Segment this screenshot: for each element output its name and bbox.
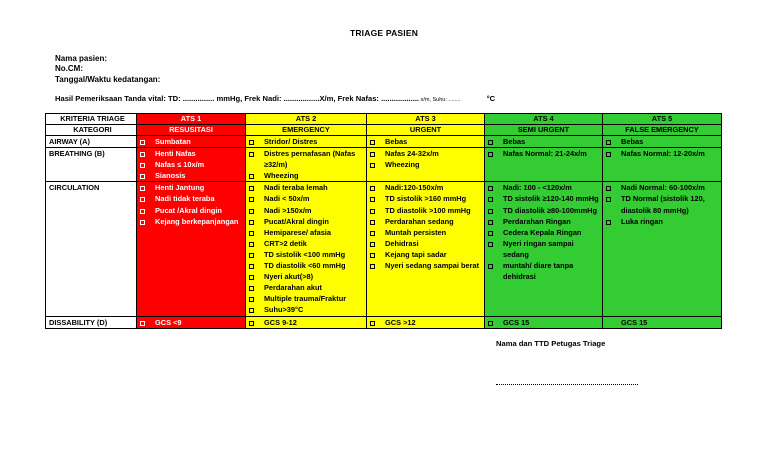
criteria-item: CRT>2 detik: [246, 238, 364, 249]
criteria-item: Nafas ≤ 10x/m: [137, 159, 243, 170]
header-ats2: ATS 2: [246, 114, 367, 125]
vital-signs-small-text: x/m, Suhu: ........: [419, 97, 461, 103]
criteria-list: [246, 148, 366, 181]
criteria-item: Sumbatan: [137, 136, 243, 147]
ats3-cell: [367, 136, 485, 148]
criteria-item: Nadi:120-150x/m: [367, 182, 482, 193]
category-semi-urgent: SEMI URGENT: [485, 125, 603, 136]
criteria-list: [603, 317, 721, 328]
criteria-list: [603, 182, 721, 226]
criteria-item: Kejang tapi sadar: [367, 249, 482, 260]
row-label: BREATHING (B): [46, 148, 137, 182]
criteria-item: TD diastolik >100 mmHg: [367, 205, 482, 216]
criteria-item: Nadi Normal: 60-100x/m: [603, 182, 719, 193]
criteria-item: Henti Nafas: [137, 148, 243, 159]
category-urgent: URGENT: [367, 125, 485, 136]
criteria-list: [485, 182, 602, 282]
criteria-list: [485, 148, 602, 159]
criteria-item: Multiple trauma/Fraktur: [246, 293, 364, 304]
vital-signs-text: Hasil Pemeriksaan Tanda vital: TD: ............... mmHg, Frek Nadi: .................X/m, Frek Nafas: ..................: [55, 94, 420, 103]
ats3-cell: [367, 182, 485, 316]
criteria-item: GCS 15: [485, 317, 600, 328]
header-row-ats: [46, 114, 722, 125]
criteria-item: Perdarahan sedang: [367, 216, 482, 227]
ats2-cell: [246, 182, 367, 316]
criteria-item: Pucat/Akral dingin: [246, 216, 364, 227]
criteria-list: [485, 136, 602, 147]
criteria-list: [603, 136, 721, 147]
table-row: [46, 182, 722, 316]
criteria-item: Nafas Normal: 12-20x/m: [603, 148, 719, 159]
table-row: [46, 148, 722, 182]
criteria-item: Nafas Normal: 21-24x/m: [485, 148, 600, 159]
patient-name-label: Nama pasien:: [55, 54, 108, 63]
celsius-unit: °C: [486, 94, 496, 103]
ats3-cell: [367, 316, 485, 328]
vital-signs-line: [55, 94, 495, 103]
ats5-cell: [603, 148, 722, 182]
criteria-item: Wheezing: [367, 159, 482, 170]
criteria-item: Stridor/ Distres: [246, 136, 364, 147]
criteria-item: Muntah persisten: [367, 227, 482, 238]
header-ats5: ATS 5: [603, 114, 722, 125]
criteria-item: Suhu>39°C: [246, 304, 364, 315]
ats1-cell: [137, 316, 246, 328]
criteria-list: [246, 182, 366, 315]
ats1-cell: [137, 148, 246, 182]
ats4-cell: [485, 316, 603, 328]
arrival-time-label: Tanggal/Waktu kedatangan:: [55, 75, 161, 84]
table-row: [46, 316, 722, 328]
criteria-list: [485, 317, 602, 328]
criteria-item: Pucat /Akral dingin: [137, 205, 243, 216]
ats4-cell: [485, 148, 603, 182]
criteria-item: Bebas: [367, 136, 482, 147]
criteria-item: GCS 15: [621, 317, 648, 327]
criteria-list: [367, 317, 484, 328]
criteria-item: TD sistolik >160 mmHg: [367, 193, 482, 204]
criteria-item: Nyeri akut(>8): [246, 271, 364, 282]
criteria-item: TD sistolik <100 mmHg: [246, 249, 364, 260]
header-criteria: KRITERIA TRIAGE: [46, 114, 137, 125]
criteria-item: Nadi teraba lemah: [246, 182, 364, 193]
criteria-list: [137, 148, 245, 181]
ats2-cell: [246, 136, 367, 148]
criteria-item: Hemiparese/ afasia: [246, 227, 364, 238]
criteria-item: Nyeri sedang sampai berat: [367, 260, 482, 271]
row-label: AIRWAY (A): [46, 136, 137, 148]
criteria-list: [137, 317, 245, 328]
criteria-item: GCS 9-12: [246, 317, 364, 328]
ats2-cell: [246, 148, 367, 182]
criteria-list: [246, 317, 366, 328]
criteria-item: Henti Jantung: [137, 182, 243, 193]
ats5-cell: [603, 316, 722, 328]
category-resusitasi: RESUSITASI: [137, 125, 246, 136]
criteria-item: TD diastolik <60 mmHg: [246, 260, 364, 271]
criteria-item: Kejang berkepanjangan: [137, 216, 243, 227]
category-false-emergency: FALSE EMERGENCY: [603, 125, 722, 136]
ats2-cell: [246, 316, 367, 328]
criteria-item: Nadi >150x/m: [246, 205, 364, 216]
medical-record-label: No.CM:: [55, 64, 83, 73]
criteria-item: TD diastolik ≥80-100mmHg: [485, 205, 600, 216]
criteria-item: Nafas 24-32x/m: [367, 148, 482, 159]
header-ats3: ATS 3: [367, 114, 485, 125]
ats3-cell: [367, 148, 485, 182]
criteria-item: Bebas: [603, 136, 719, 147]
ats1-cell: [137, 136, 246, 148]
criteria-item: Nadi < 50x/m: [246, 193, 364, 204]
header-row-category: [46, 125, 722, 136]
category-emergency: EMERGENCY: [246, 125, 367, 136]
row-label: CIRCULATION: [46, 182, 137, 316]
criteria-item: Distres pernafasan (Nafas ≥32/m): [246, 148, 364, 170]
criteria-list: [367, 148, 484, 170]
header-ats1: ATS 1: [137, 114, 246, 125]
criteria-list: [137, 136, 245, 147]
criteria-item: Perdarahan Ringan: [485, 216, 600, 227]
page-title: TRIAGE PASIEN: [349, 28, 419, 38]
signature-label: Nama dan TTD Petugas Triage: [496, 339, 606, 348]
criteria-list: [367, 182, 484, 271]
header-category: KATEGORI: [46, 125, 137, 136]
criteria-item: GCS >12: [367, 317, 482, 328]
criteria-item: Nadi tidak teraba: [137, 193, 243, 204]
ats4-cell: [485, 182, 603, 316]
criteria-item: Perdarahan akut: [246, 282, 364, 293]
row-label: DISSABILITY (D): [46, 316, 137, 328]
criteria-item: Bebas: [485, 136, 600, 147]
table-row: [46, 136, 722, 148]
ats5-cell: [603, 136, 722, 148]
ats4-cell: [485, 136, 603, 148]
criteria-item: TD sistolik ≥120-140 mmHg: [485, 193, 600, 204]
criteria-list: [246, 136, 366, 147]
criteria-item: TD Normal (sistolik 120, diastolik 80 mmHg): [603, 193, 719, 215]
triage-table: [45, 113, 722, 329]
header-ats4: ATS 4: [485, 114, 603, 125]
ats1-cell: [137, 182, 246, 316]
criteria-item: Dehidrasi: [367, 238, 482, 249]
ats5-cell: [603, 182, 722, 316]
criteria-item: Luka ringan: [603, 216, 719, 227]
signature-line: [496, 384, 638, 385]
criteria-item: muntah/ diare tanpa dehidrasi: [485, 260, 600, 282]
criteria-list: [603, 148, 721, 159]
criteria-list: [137, 182, 245, 226]
criteria-item: Nyeri ringan sampai sedang: [485, 238, 600, 260]
criteria-item: Sianosis: [137, 170, 243, 181]
criteria-item: GCS <9: [137, 317, 243, 328]
criteria-item: Nadi: 100 - <120x/m: [485, 182, 600, 193]
criteria-list: [367, 136, 484, 147]
criteria-item: Wheezing: [246, 170, 364, 181]
criteria-item: Cedera Kepala Ringan: [485, 227, 600, 238]
